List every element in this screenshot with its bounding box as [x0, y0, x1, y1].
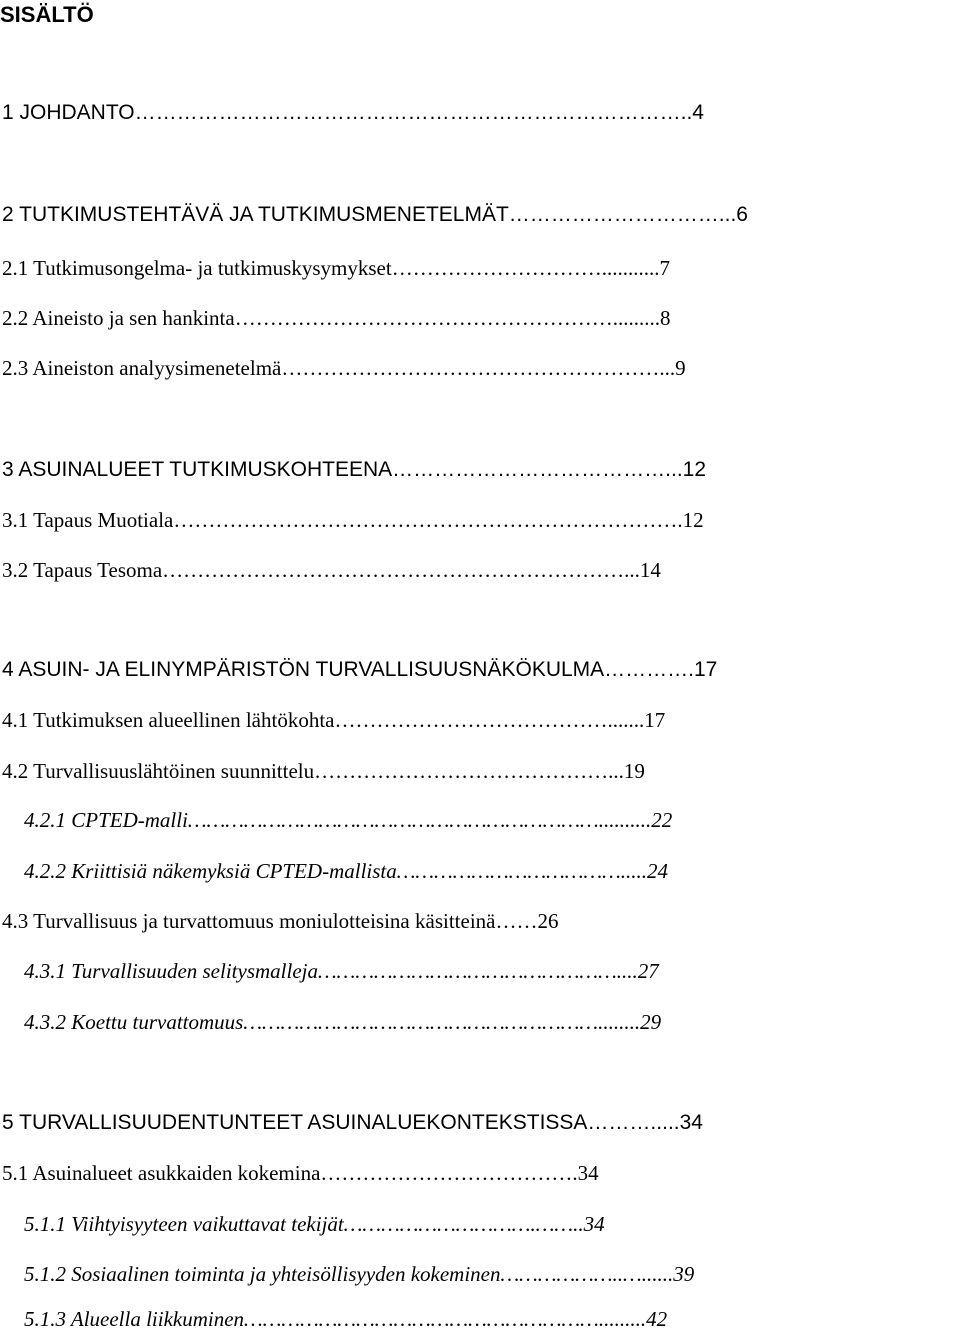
toc-entry — [2, 555, 958, 585]
toc-entry — [24, 856, 958, 886]
toc-entry — [24, 1209, 958, 1239]
toc-entry — [2, 655, 958, 685]
toc-entry — [2, 200, 958, 230]
toc-entry-text: 3.1 Tapaus Muotiala……………………………………………………………….12 — [2, 508, 704, 532]
toc-entry-text: 5 TURVALLISUUDENTUNTEET ASUINALUEKONTEKSTISSA……….....34 — [2, 1111, 703, 1134]
toc-entry — [2, 1108, 958, 1138]
toc-entry-text: 2.3 Aineiston analyysimenetelmä………………………………………………...9 — [2, 356, 686, 380]
toc-entry — [24, 805, 958, 835]
toc-entry-text: 4.3 Turvallisuus ja turvattomuus moniulotteisina käsitteinä……26 — [2, 909, 559, 933]
toc-entry-text: 5.1.2 Sosiaalinen toiminta ja yhteisöllisyyden kokeminen………………..…......39 — [24, 1262, 695, 1286]
toc-entry-text: 1 JOHDANTO……………………………………………………………………..4 — [2, 101, 704, 124]
toc-entry-text: 5.1 Asuinalueet asukkaiden kokemina……………………………….34 — [2, 1161, 599, 1185]
toc-entry-text: 3.2 Tapaus Tesoma…………………………………………………………...14 — [2, 558, 661, 582]
toc-entry-text: 4.2 Turvallisuuslähtöinen suunnittelu……………………………………...19 — [2, 759, 645, 783]
toc-entry-text: 2 TUTKIMUSTEHTÄVÄ JA TUTKIMUSMENETELMÄT…………………………...6 — [2, 203, 748, 226]
toc-entry-text: 4.3.1 Turvallisuuden selitysmalleja…………………………………………....27 — [24, 959, 659, 983]
toc-entry — [2, 505, 958, 535]
page-title: SISÄLTÖ — [0, 2, 94, 27]
toc-entry-text: 3 ASUINALUEET TUTKIMUSKOHTEENA…………………………………...12 — [2, 458, 707, 481]
toc-entry — [2, 98, 958, 128]
toc-entry-text: 4.2.1 CPTED-malli…………………………………………………………..........22 — [24, 808, 673, 832]
toc-entry — [2, 353, 958, 383]
toc-entry-text: 4 ASUIN- JA ELINYMPÄRISTÖN TURVALLISUUSNÄKÖKULMA………….17 — [2, 658, 718, 681]
toc-entry — [2, 455, 958, 485]
toc-entry — [2, 253, 958, 283]
toc-entry-text: 5.1.1 Viihtyisyyteen vaikuttavat tekijät………………………….……..34 — [24, 1212, 605, 1236]
toc-entry — [2, 756, 958, 786]
toc-entry — [24, 956, 958, 986]
toc-entry-text: 4.1 Tutkimuksen alueellinen lähtökohta………………………………….......17 — [2, 708, 666, 732]
toc-entry — [2, 1158, 958, 1188]
toc-entry-text: 2.1 Tutkimusongelma- ja tutkimuskysymykset…………………………...........7 — [2, 256, 670, 280]
toc-entry — [2, 705, 958, 735]
toc-entry — [2, 906, 958, 936]
toc-entry-text: 4.3.2 Koettu turvattomuus…………………………………………………........29 — [24, 1010, 662, 1034]
toc-entry — [24, 1007, 958, 1037]
toc-entry-text: 4.2.2 Kriittisiä näkemyksiä CPTED-mallista……………………………….....24 — [24, 859, 669, 883]
toc-entry-text: 5.1.3 Alueella liikkuminen………………………………………………….........42 — [24, 1307, 668, 1331]
toc-entry — [24, 1304, 958, 1334]
toc-entry — [24, 1259, 958, 1289]
toc-entry-text: 2.2 Aineisto ja sen hankinta……………………………………………….........8 — [2, 306, 671, 330]
toc-entry — [2, 303, 958, 333]
